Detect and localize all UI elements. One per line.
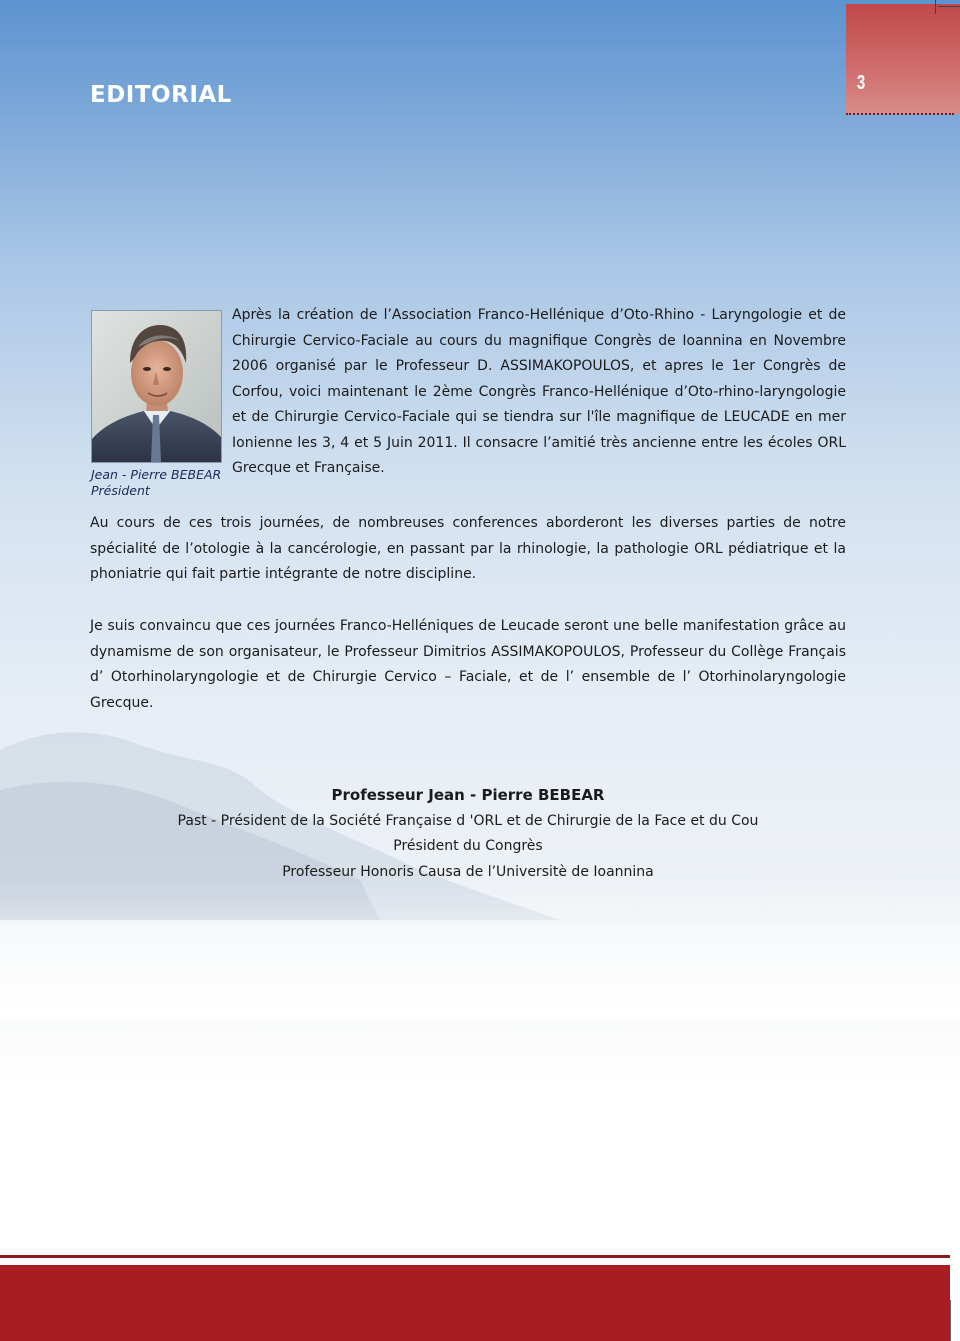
intro-paragraph: Après la création de l’Association Franco-Hellénique d’Oto-Rhino - Laryngologie et de Chirurgie Cervico-Faciale au cours du magnifique Congrès de Ioannina en Novembre 2006 organisé par le Professeur D. ASSIMAKOPOULOS, et apres le 1er Congrès de Corfou, voici maintenant le 2ème Congrès Franco-Hellénique d’Oto-rhino-laryngologie et de Chirurgie Cervico-Faciale qui se tiendra sur l'île magnifique de LEUCADE en mer Ionienne les 3, 4 et 5 Juin 2011. Il consacre l’amitié très ancienne entre les écoles ORL Grecque et Française.	[232, 307, 846, 476]
second-paragraph: Au cours de ces trois journées, de nombreuses conferences aborderont les diverses parties de notre spécialité de l’otologie à la cancérologie, en passant par la rhinologie, la pathologie ORL pédiatrique et la phoniatrie qui fait partie intégrante de notre discipline.	[90, 515, 846, 582]
signature-title-1: Past - Président de la Société Française d 'ORL et de Chirurgie de la Face et du Cou	[177, 812, 759, 829]
caption-role: Président	[91, 483, 150, 498]
sea-fade	[0, 880, 960, 1020]
crop-mark-bottom	[950, 1300, 951, 1341]
signature-name: Professeur Jean - Pierre BEBEAR	[331, 786, 605, 804]
footer-rule	[0, 1255, 960, 1258]
crop-mark-vertical	[935, 0, 936, 14]
president-portrait-image	[92, 311, 221, 462]
page-title: EDITORIAL	[90, 82, 232, 108]
signature-block	[90, 783, 846, 885]
page-number: 3	[856, 72, 866, 94]
footer-bar	[0, 1265, 960, 1341]
caption-name: Jean - Pierre BEBEAR	[91, 467, 222, 482]
third-paragraph: Je suis convaincu que ces journées Franco-Helléniques de Leucade seront une belle manifestation grâce au dynamisme de son organisateur, le Professeur Dimitrios ASSIMAKOPOULOS, Professeur du Collège Français d’ Otorhinolaryngologie et de Chirurgie Cervico – Faciale, et de l’ ensemble de l’ Otorhinolaryngologie Grecque.	[90, 618, 846, 711]
photo-caption	[91, 467, 221, 499]
president-photo	[91, 310, 222, 463]
footer-right-margin	[950, 1250, 960, 1341]
tab-dotted-rule	[846, 113, 954, 115]
signature-title-3: Professeur Honoris Causa de l’Universitè de Ioannina	[282, 863, 654, 880]
crop-mark-horizontal	[938, 6, 960, 7]
page-number-tab	[846, 4, 960, 114]
signature-title-2: Président du Congrès	[393, 838, 543, 854]
